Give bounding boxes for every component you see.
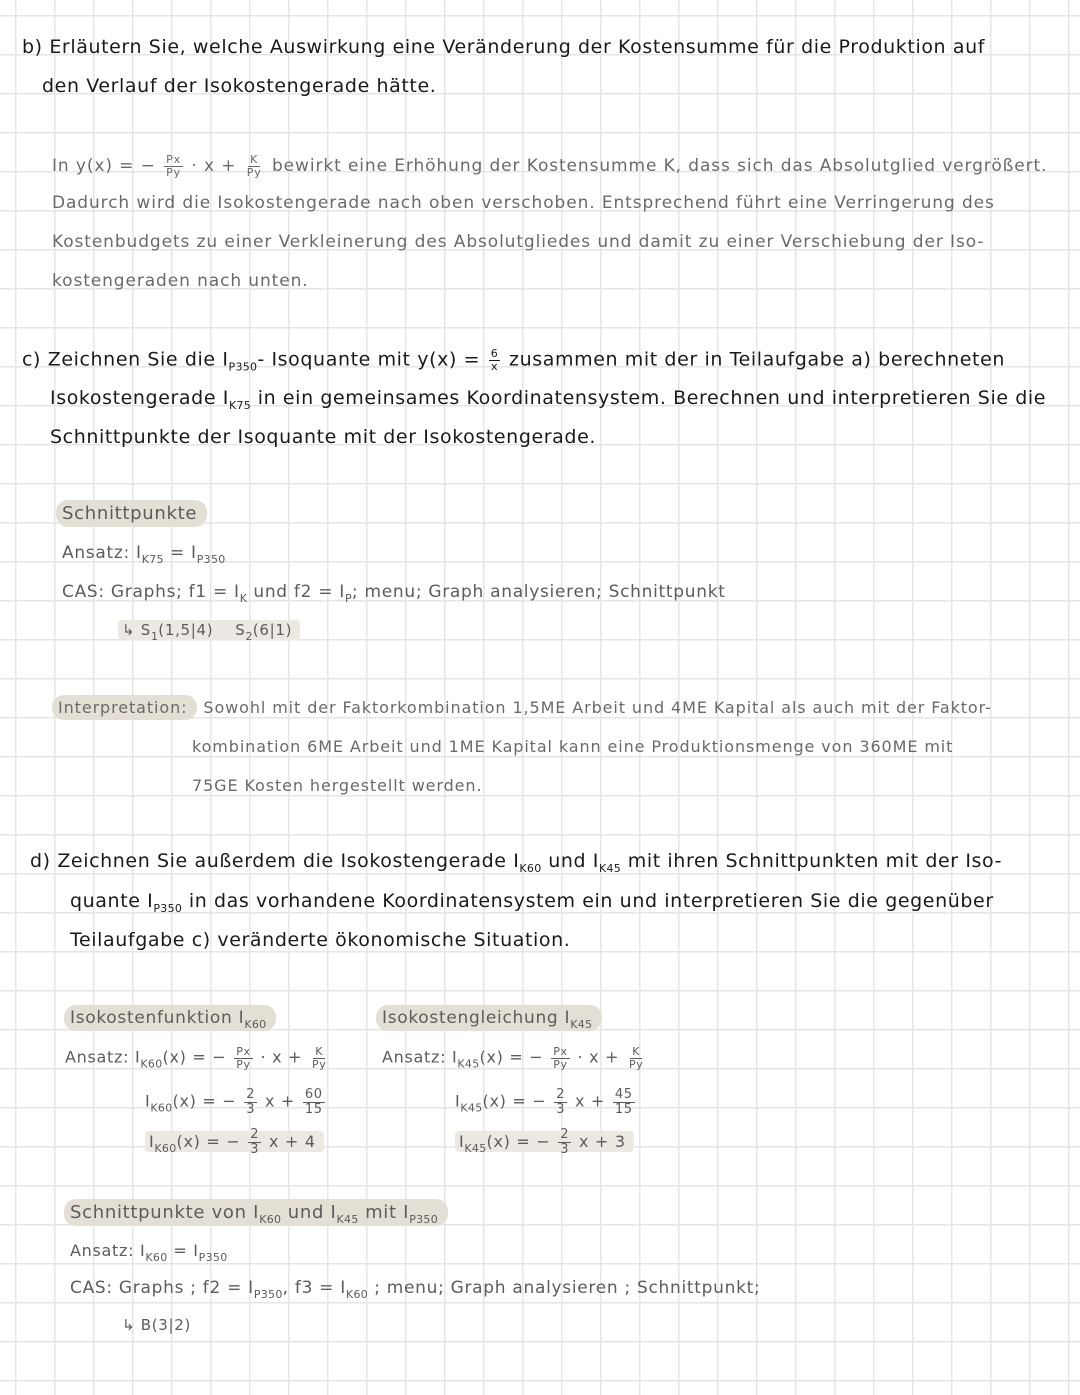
part-d-question-line-2: quante $I_{P350}$ in das vorhandene Koordinatensystem ein und interpretieren Sie die gegenüber [70,890,994,915]
part-c-intersection-results [118,623,300,642]
part-b-answer-line-2: Dadurch wird die Isokostengerade nach oben verschoben. Entsprechend führt eine Verringerung des [52,193,995,213]
point-s1: $S_1(1,5|4)$ [140,621,214,643]
k45-step-2: $I_{K45}(x)$ = − $\frac{2}{3}$ x + $\frac{45}{15}$ [455,1087,633,1117]
intersection-results-highlight [118,620,300,643]
formula-prefix: In y(x) = − [52,156,156,177]
intersections-ansatz: Ansatz: $I_{K60} = I_{P350}$ [70,1241,228,1264]
interpretation-label: Interpretation: [52,695,197,720]
intersections-result [122,1318,191,1333]
part-d-question-line-3: Teilaufgabe c) veränderte ökonomische Situation. [70,929,571,951]
result-arrow-icon: ↳ [122,621,136,639]
k60-heading: Isokostenfunktion $I_{K60}$ [70,1010,276,1030]
k45-result: $I_{K45}(x)$ = − $\frac{2}{3}$ x + 3 [455,1128,634,1156]
fraction-px-py: $\frac{Px}{Py}$ [166,153,182,179]
intersections-heading: Schnittpunkte von $I_{K60}$ und $I_{K45}$ mit $I_{P350}$ [70,1204,448,1225]
section-heading-schnittpunkte: Schnittpunkte [62,505,207,523]
k60-step-2: $I_{K60}(x)$ = − $\frac{2}{3}$ x + $\frac{60}{15}$ [145,1087,323,1117]
result-arrow-icon: ↳ [122,1316,136,1334]
interpretation-line-3: 75GE Kosten hergestellt werden. [192,776,483,795]
interpretation-line-2: kombination 6ME Arbeit und 1ME Kapital kann eine Produktionsmenge von 360ME mit [192,737,954,756]
fraction-6-x: $\frac{6}{x}$ [490,347,499,373]
part-c-cas-instructions: CAS: Graphs; $f1 = I_K$ und $f2 = I_P$; menu; Graph analysieren; Schnittpunkt [62,582,726,605]
fraction-k-py: $\frac{K}{Py}$ [246,153,262,179]
part-b-question-line-1: b) Erläutern Sie, welche Auswirkung eine Veränderung der Kostensumme für die Produktion auf [22,36,985,58]
part-c-ansatz: Ansatz: $I_{K75} = I_{P350}$ [62,543,226,566]
part-c-question-line-1: c) Zeichnen Sie die $I_{P350}-$ Isoquante mit y(x) = $\frac{6}{x}$ zusammen mit der in Teilaufgabe a) berechneten [22,347,1006,374]
k60-result: $I_{K60}(x)$ = − $\frac{2}{3}$ x + 4 [145,1128,324,1156]
part-b-answer-line-1: In y(x) = − $\frac{Px}{Py}$ · x + $\frac{K}{Py}$ bewirkt eine Erhöhung der Kostensumme K, dass sich das Absolutglied vergrößert. [52,153,1048,179]
k45-heading: Isokostengleichung $I_{K45}$ [382,1010,602,1030]
point-s2: $S_2(6|1)$ [235,621,293,643]
interpretation-line-1: Interpretation: Sowohl mit der Faktorkombination 1,5ME Arbeit und 4ME Kapital als auch mit der Faktor- [58,700,992,716]
k45-ansatz-line: Ansatz: $I_{K45}(x)$ = − $\frac{Px}{Py}$ · x + $\frac{K}{Py}$ [382,1045,644,1071]
point-b: B(3|2) [140,1316,192,1334]
part-d-question-line-1: d) Zeichnen Sie außerdem die Isokostengerade $I_{K60}$ und $I_{K45}$ mit ihren Schnittpunkten mit der Iso- [30,850,1003,875]
k60-ansatz-line: Ansatz: $I_{K60}(x)$ = − $\frac{Px}{Py}$ · x + $\frac{K}{Py}$ [65,1045,327,1071]
part-b-answer-line-4: kostengeraden nach unten. [52,271,309,291]
intersections-cas-instructions: CAS: Graphs ; $f2 = I_{P350}$, $f3 = I_{K60}$ ; menu; Graph analysieren ; Schnittpunkt; [70,1278,761,1301]
part-c-question-line-3: Schnittpunkte der Isoquante mit der Isokostengerade. [50,426,597,448]
part-b-answer-line-3: Kostenbudgets zu einer Verkleinerung des Absolutgliedes und damit zu einer Verschiebung der Iso- [52,232,985,252]
part-c-question-line-2: Isokostengerade $I_{K75}$ in ein gemeinsames Koordinatensystem. Berechnen und interpretieren Sie die [50,387,1047,412]
part-b-question-line-2: den Verlauf der Isokostengerade hätte. [42,75,437,97]
